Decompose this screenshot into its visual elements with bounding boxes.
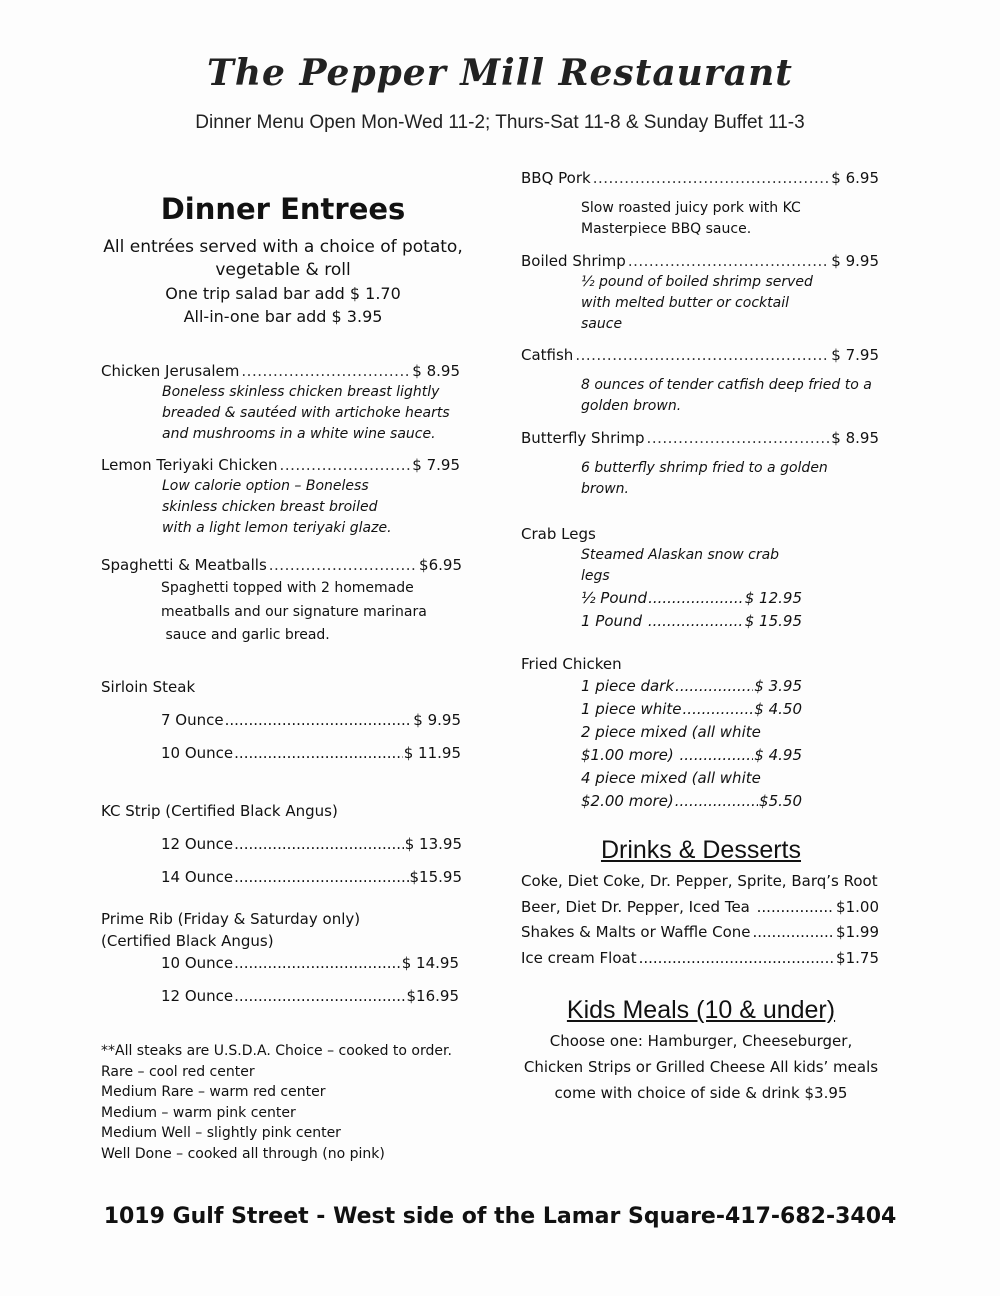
note-line: Medium Well – slightly pink center xyxy=(101,1125,341,1141)
item-description xyxy=(101,382,460,445)
desc-line: Slow roasted juicy pork with KC xyxy=(581,200,801,216)
drinks-desserts-heading: Drinks & Desserts xyxy=(600,836,802,864)
menu-item-bbq-pork xyxy=(521,167,879,240)
intro-line: One trip salad bar add $ 1.70 xyxy=(165,284,401,303)
desc-line: Boneless skinless chicken breast lightly xyxy=(162,384,440,400)
item-name: Butterfly Shrimp xyxy=(521,429,645,447)
intro-line: All entrées served with a choice of potato, xyxy=(103,237,463,257)
menu-item-butterfly-shrimp xyxy=(521,427,879,500)
menu-item-fried-chicken xyxy=(521,653,811,813)
item-name: Catfish xyxy=(521,346,574,364)
note-line: Medium – warm pink center xyxy=(101,1104,296,1121)
item-description xyxy=(521,198,879,240)
hours-line: Dinner Menu Open Mon-Wed 11-2; Thurs-Sat 11-8 & Sunday Buffet 11-3 xyxy=(195,112,805,133)
menu-item-kc-strip xyxy=(101,800,462,889)
item-price: $ 9.95 xyxy=(831,252,879,270)
item-name: Sirloin Steak xyxy=(101,678,196,696)
item-name: Boiled Shrimp xyxy=(521,252,626,270)
size-option: 1 Pound ..... $ 15.95 xyxy=(521,610,802,633)
menu-item-lemon-teriyaki-chicken xyxy=(101,454,460,539)
menu-item-chicken-jerusalem xyxy=(101,360,460,445)
size-option-note: 2 piece mixed (all white xyxy=(581,723,761,741)
item-description xyxy=(521,375,879,417)
item-price: $ 8.95 xyxy=(831,429,879,447)
menu-item-crab-legs xyxy=(521,523,811,633)
menu-item-catfish xyxy=(521,344,879,417)
desc-line: 6 butterfly shrimp fried to a golden brown. xyxy=(581,460,828,497)
desc-line: and mushrooms in a white wine sauce. xyxy=(162,426,436,442)
desc-line: sauce xyxy=(581,316,623,332)
kids-line: Choose one: Hamburger, Cheeseburger, xyxy=(549,1032,853,1050)
menu-item-boiled-shrimp xyxy=(521,250,879,335)
size-option: $2.00 more) ..... $5.50 xyxy=(521,790,802,813)
kids-line: come with choice of side & drink $3.95 xyxy=(554,1084,848,1102)
size-option: 10 Ounce ..... $ 11.95 xyxy=(101,742,461,765)
item-description: Steamed Alaskan snow crab legs xyxy=(581,547,780,584)
desc-line: golden brown. xyxy=(581,398,682,414)
size-option: 10 Ounce ..... $ 14.95 xyxy=(101,952,459,975)
note-line: Well Done – cooked all through (no pink) xyxy=(101,1145,385,1162)
item-subtitle: (Certified Black Angus) xyxy=(101,932,274,950)
drink-item: Beer, Diet Dr. Pepper, Iced Tea ..... $1.00 xyxy=(521,895,879,921)
item-price: $6.95 xyxy=(419,556,462,574)
restaurant-title: The Pepper Mill Restaurant xyxy=(207,52,793,94)
item-name: BBQ Pork xyxy=(521,169,591,187)
dinner-entrees-heading: Dinner Entrees xyxy=(160,192,406,226)
drink-item: Ice cream Float ..... $1.75 xyxy=(521,946,879,972)
menu-item-spaghetti-meatballs xyxy=(101,554,462,648)
item-description xyxy=(521,272,879,335)
size-option: 1 piece white ..... $ 4.50 xyxy=(521,698,802,721)
desc-line: ½ pound of boiled shrimp served xyxy=(581,274,813,290)
item-name: Fried Chicken xyxy=(521,655,622,673)
item-name: KC Strip (Certified Black Angus) xyxy=(101,802,338,820)
item-description xyxy=(521,458,879,500)
size-option-note: 4 piece mixed (all white xyxy=(581,769,761,787)
desc-line: 8 ounces of tender catfish deep fried to a xyxy=(581,377,872,393)
item-description xyxy=(101,577,462,648)
address-footer: 1019 Gulf Street - West side of the Lamar Square-417-682-3404 xyxy=(103,1204,897,1229)
intro-line: All-in-one bar add $ 3.95 xyxy=(183,307,383,326)
desc-line: Spaghetti topped with 2 homemade xyxy=(161,580,414,596)
item-price: $ 7.95 xyxy=(831,346,879,364)
desc-line: with melted butter or cocktail xyxy=(581,295,789,311)
item-name: Crab Legs xyxy=(521,525,596,543)
drink-item: Shakes & Malts or Waffle Cone ..... $1.99 xyxy=(521,920,879,946)
size-option: 14 Ounce ..... $15.95 xyxy=(101,866,462,889)
note-line: Rare – cool red center xyxy=(101,1063,255,1080)
entrees-intro xyxy=(100,236,466,328)
steak-doneness-notes xyxy=(101,1041,452,1164)
desc-line: skinless chicken breast broiled xyxy=(162,499,378,515)
note-line: **All steaks are U.S.D.A. Choice – cooked to order. xyxy=(101,1043,452,1059)
size-option: ½ Pound ..... $ 12.95 xyxy=(521,587,802,610)
desc-line: sauce and garlic bread. xyxy=(161,627,330,643)
desc-line: with a light lemon teriyaki glaze. xyxy=(162,520,392,536)
size-option: 1 piece dark ..... $ 3.95 xyxy=(521,675,802,698)
item-price: $ 8.95 xyxy=(412,362,460,380)
kids-line: Chicken Strips or Grilled Cheese All kids’ meals xyxy=(523,1058,879,1076)
item-description xyxy=(101,476,460,539)
drinks-list xyxy=(521,869,879,971)
item-name: Prime Rib (Friday & Saturday only) xyxy=(101,910,361,928)
desc-line: breaded & sautéed with artichoke hearts xyxy=(162,405,450,421)
item-price: $ 6.95 xyxy=(831,169,879,187)
desc-line: Masterpiece BBQ sauce. xyxy=(581,221,752,237)
size-option: 7 Ounce ..... $ 9.95 xyxy=(101,709,461,732)
item-name: Spaghetti & Meatballs xyxy=(101,556,267,574)
kids-meals-description xyxy=(510,1028,892,1106)
menu-item-prime-rib xyxy=(101,908,459,1008)
item-name: Lemon Teriyaki Chicken xyxy=(101,456,278,474)
intro-line: vegetable & roll xyxy=(215,260,351,280)
desc-line: meatballs and our signature marinara xyxy=(161,603,427,620)
kids-meals-heading: Kids Meals (10 & under) xyxy=(566,996,836,1024)
size-option: $1.00 more) ..... $ 4.95 xyxy=(521,744,802,767)
desc-line: Low calorie option – Boneless xyxy=(162,478,369,494)
size-option: 12 Ounce ..... $ 13.95 xyxy=(101,833,462,856)
note-line: Medium Rare – warm red center xyxy=(101,1084,326,1100)
item-price: $ 7.95 xyxy=(412,456,460,474)
item-name: Chicken Jerusalem xyxy=(101,362,240,380)
drinks-line: Coke, Diet Coke, Dr. Pepper, Sprite, Barq’s Root xyxy=(521,872,878,890)
menu-item-sirloin-steak xyxy=(101,676,461,765)
size-option: 12 Ounce ..... $16.95 xyxy=(101,985,459,1008)
